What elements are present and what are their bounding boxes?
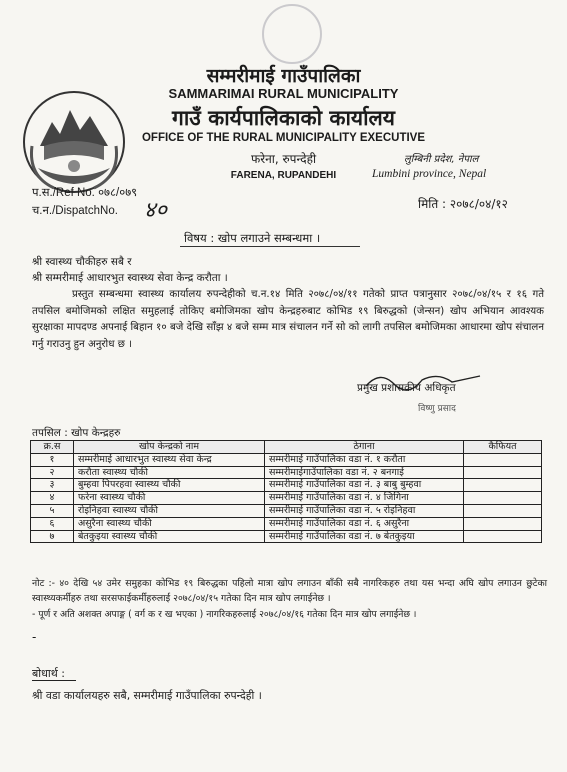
col-header-sn: क्र.स	[31, 441, 74, 454]
reference-number: प.स./Ref No. ०७८/०७९	[32, 187, 138, 199]
cell-address: सम्मरीमाई गाउँपालिका वडा नं. ५ रोइनिहवा	[265, 504, 464, 517]
addressee-line-2: श्री सम्मरीमाई आधारभुत स्वास्थ्य सेवा केन्द्र करौता ।	[32, 272, 228, 284]
cell-remarks	[464, 453, 542, 466]
municipality-name-en: SAMMARIMAI RURAL MUNICIPALITY	[168, 86, 399, 101]
cell-sn: ५	[31, 504, 74, 517]
table-header-row	[31, 441, 542, 454]
subject-underline	[180, 246, 360, 247]
cell-sn: ७	[31, 530, 74, 543]
province-en: Lumbini province, Nepal	[372, 168, 487, 180]
location-np: फरेना, रुपन्देही	[250, 152, 317, 166]
cell-address: सम्मरीमाई गाउँपालिका वडा नं. ६ असुरैना	[265, 517, 464, 530]
cell-remarks	[464, 466, 542, 479]
signatory-title: प्रमुख प्रशासकीय अधिकृत	[357, 382, 456, 394]
cell-center: बेतकुइया स्वास्थ्य चौकी	[74, 530, 265, 543]
addressee-line-1: श्री स्वास्थ्य चौकीहरु सबै र	[32, 256, 132, 268]
cell-center: फरेना स्वास्थ्य चौकी	[74, 492, 265, 505]
cell-remarks	[464, 492, 542, 505]
province-np: लुम्बिनी प्रदेश, नेपाल	[404, 154, 479, 165]
cell-center: करौता स्वास्थ्य चौकी	[74, 466, 265, 479]
letter-date: मिति : २०७८/०४/१२	[418, 197, 508, 211]
cell-sn: २	[31, 466, 74, 479]
table-row	[31, 492, 542, 505]
col-header-center: खोप केन्द्रको नाम	[74, 441, 265, 454]
table-row	[31, 504, 542, 517]
table-title: तपसिल : खोप केन्द्रहरु	[32, 427, 121, 439]
cell-remarks	[464, 479, 542, 492]
cell-center: बुम्हवा पिपरहवा स्वास्थ्य चौकी	[74, 479, 265, 492]
table-row	[31, 530, 542, 543]
cell-remarks	[464, 530, 542, 543]
table-row	[31, 479, 542, 492]
signatory-stamp: विष्णु प्रसाद	[418, 404, 456, 414]
dispatch-number: ४०	[144, 197, 167, 222]
note-disabled-paragraph: - पूर्ण र अति अशक्त अपाङ्ग ( वर्ग क र ख भएका ) नागरिकहरुलाई २०७८/०४/१६ गतेका दिन मात्र खोप लगाईनेछ ।	[32, 609, 417, 620]
cc-recipients: श्री वडा कार्यालयहरु सबै, सम्मरीमाई गाउँपालिका रुपन्देही ।	[32, 689, 262, 702]
cell-address: सम्मरीमाई गाउँपालिका वडा नं. ४ जिगिना	[265, 492, 464, 505]
cell-sn: ४	[31, 492, 74, 505]
cell-remarks	[464, 504, 542, 517]
cell-center: असुरैना स्वास्थ्य चौकी	[74, 517, 265, 530]
cell-center: सम्मरीमाई आधारभुत स्वास्थ्य सेवा केन्द्र	[74, 453, 265, 466]
subject-line: विषय : खोप लगाउने सम्बन्धमा ।	[184, 231, 321, 245]
cell-address: सम्मरीमाई गाउँपालिका वडा नं. ७ बेतकुइया	[265, 530, 464, 543]
table-row	[31, 453, 542, 466]
location-en: FARENA, RUPANDEHI	[230, 170, 337, 181]
cell-sn: ६	[31, 517, 74, 530]
col-header-address: ठेगाना	[265, 441, 464, 454]
cell-address: सम्मरीमाई गाउँपालिका वडा नं. १ करौता	[265, 453, 464, 466]
municipality-name-np: सम्मरीमाई गाउँपालिका	[206, 65, 361, 87]
cell-center: रोइनिहवा स्वास्थ्य चौकी	[74, 504, 265, 517]
cell-sn: ३	[31, 479, 74, 492]
office-name-np: गाउँ कार्यपालिकाको कार्यालय	[172, 106, 395, 130]
cell-remarks	[464, 517, 542, 530]
cc-underline	[32, 680, 76, 681]
col-header-remarks: कैफियत	[464, 441, 542, 454]
table-row	[31, 466, 542, 479]
note-dash: -	[32, 630, 37, 644]
faded-stamp	[262, 4, 322, 64]
table-row	[31, 517, 542, 530]
office-name-en: OFFICE OF THE RURAL MUNICIPALITY EXECUTIVE	[141, 132, 426, 144]
cell-address: सम्मरीमाईगाउँपालिका वडा नं. २ बनगाई	[265, 466, 464, 479]
cell-sn: १	[31, 453, 74, 466]
letter-body: प्रस्तुत सम्बन्धमा स्वास्थ्य कार्यालय रुपन्देहीको च.न.१४ मिति २०७८/०४/११ गतेको प्राप्त पत्रानुसार २०७८/०४/१५ र १६ गते तपसिल बमोजिमको लक्षित समुहलाई तोकिए बमोजिमका खोप केन्द्रहरुबाट कोभिड १९ बिरुद्धको (जेन्सन) खोप अभियान आवश्यक सुरक्षाका मापदण्ड अपनाई बिहान १० बजे देखि साँझ ४ बजे सम्म मात्र संचालन गर्ने सो को लागी तपसिल बमोजिमका आधारमा खोप संचालन गर्नु गराउनु हुन अनुरोध छ ।	[32, 289, 544, 350]
note-paragraph: नोट :- ४० देखि ५४ उमेर समुहका कोभिड १९ बिरुद्धका पहिलो मात्रा खोप लगाउन बाँकी सबै नागरिकहरु तथा यस भन्दा अघि खोप लगाउन छुटेका स्वास्थ्यकर्मीहरु तथा सरसफाईकर्मीहरुलाई २०७८/०४/१५ गतेका दिन मात्र खोप लगाईनेछ ।	[32, 578, 547, 604]
cc-title: बोधार्थ :	[32, 667, 65, 680]
vaccination-centers-table	[30, 440, 542, 543]
dispatch-label: च.न./DispatchNo.	[32, 205, 118, 217]
cell-address: सम्मरीमाई गाउँपालिका वडा नं. ३ बाबु बुम्हवा	[265, 479, 464, 492]
